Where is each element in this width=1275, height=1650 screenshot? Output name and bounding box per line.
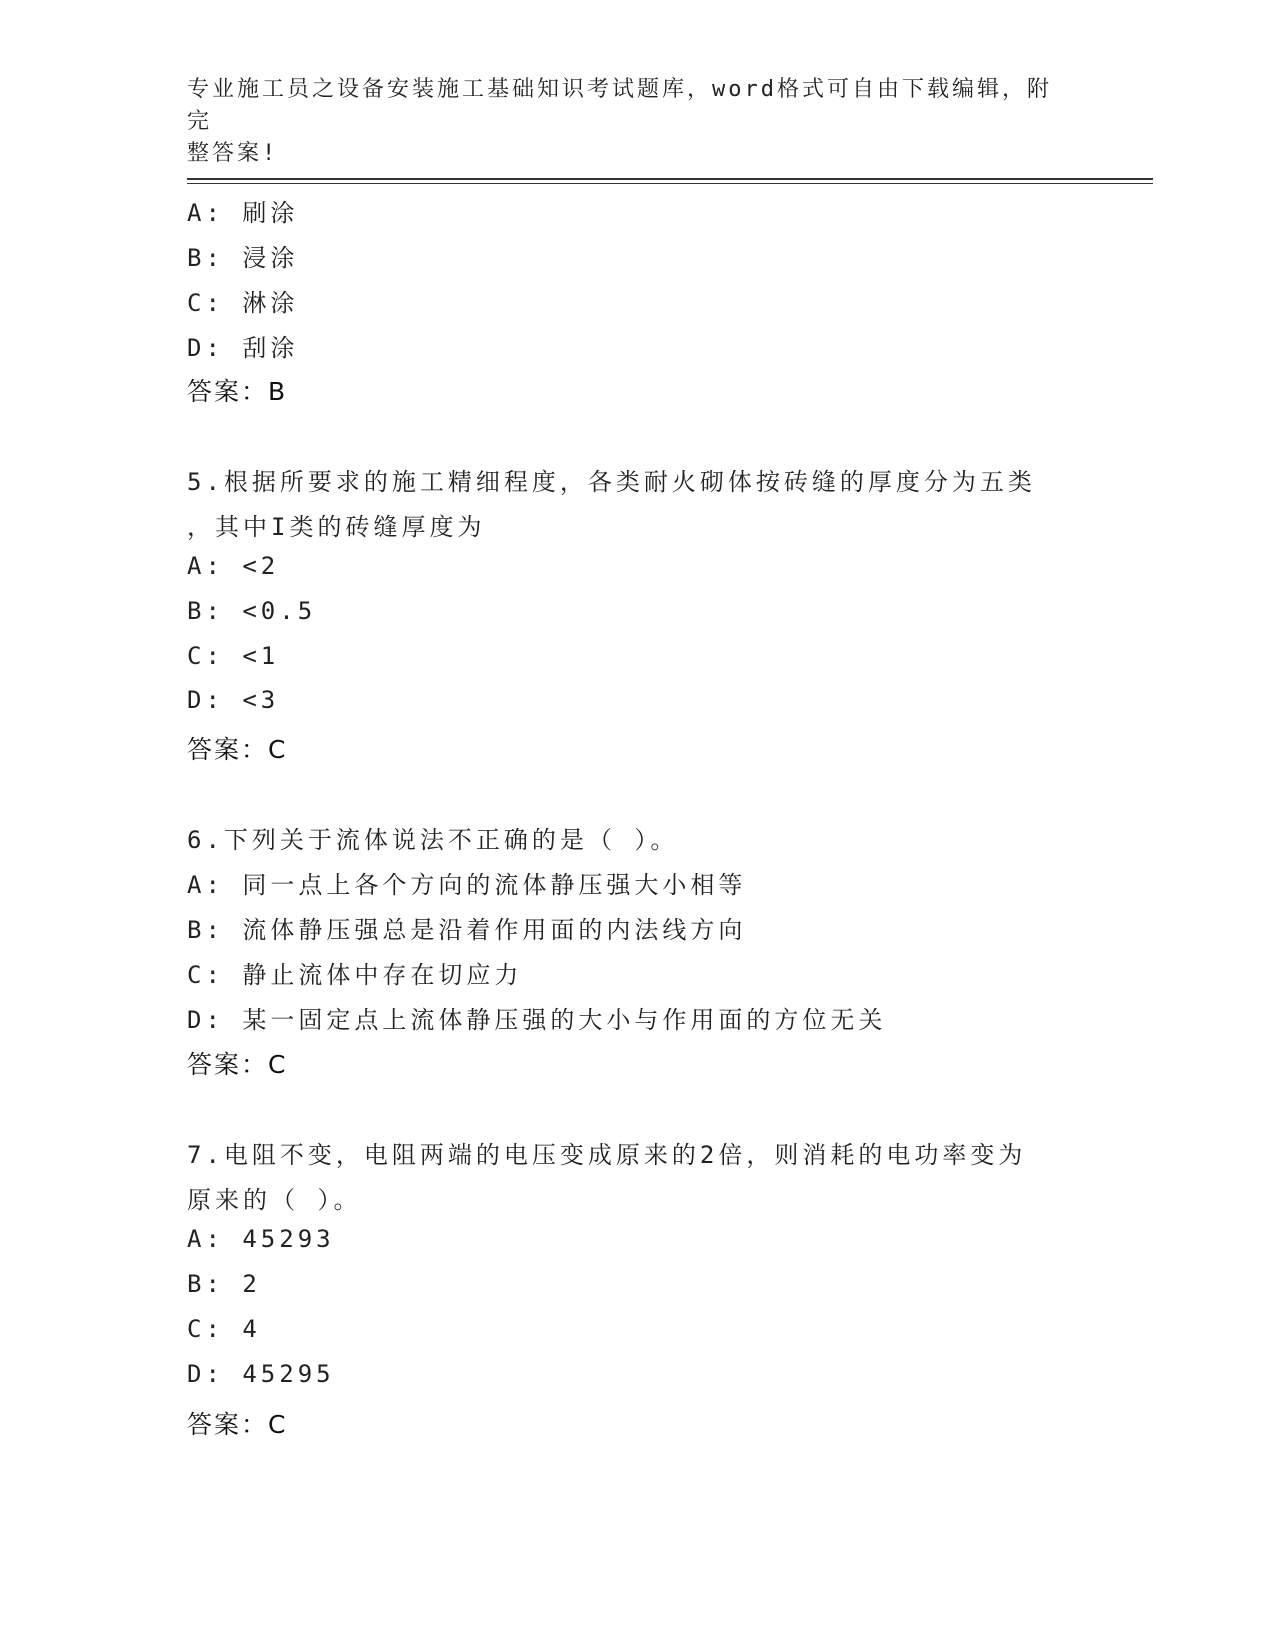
q6-option-b: B: 流体静压强总是沿着作用面的内法线方向 <box>187 916 747 944</box>
header-divider-top <box>187 178 1153 180</box>
header-title-line-2: 整答案! <box>187 141 279 166</box>
q7-stem-line-2: 原来的（ ）。 <box>187 1186 362 1214</box>
q7-option-b: B: 2 <box>187 1270 261 1298</box>
document-header <box>187 74 1067 170</box>
q7-option-d: D: 45295 <box>187 1360 335 1388</box>
q7-answer: 答案：C <box>187 1410 288 1439</box>
header-title-line-1: 专业施工员之设备安装施工基础知识考试题库，word格式可自由下载编辑，附完 <box>187 77 1052 134</box>
q6-stem-line-1: 6.下列关于流体说法不正确的是（ ）。 <box>187 826 679 854</box>
q5-stem-line-2: ，其中I类的砖缝厚度为 <box>187 513 486 541</box>
q6-option-d: D: 某一固定点上流体静压强的大小与作用面的方位无关 <box>187 1006 887 1034</box>
q6-answer: 答案：C <box>187 1050 288 1079</box>
header-divider-bottom <box>187 183 1153 184</box>
q4-answer: 答案：B <box>187 377 288 406</box>
q5-option-b: B: <0.5 <box>187 597 317 625</box>
q7-option-c: C: 4 <box>187 1315 261 1343</box>
q5-stem-line-1: 5.根据所要求的施工精细程度，各类耐火砌体按砖缝的厚度分为五类 <box>187 468 1036 496</box>
q5-option-c: C: <1 <box>187 642 280 670</box>
q5-option-a: A: <2 <box>187 552 280 580</box>
q4-option-a: A: 刷涂 <box>187 199 299 227</box>
q4-option-b: B: 浸涂 <box>187 244 299 272</box>
q5-answer: 答案：C <box>187 735 288 764</box>
q6-option-a: A: 同一点上各个方向的流体静压强大小相等 <box>187 871 747 899</box>
q5-option-d: D: <3 <box>187 686 280 714</box>
q4-option-c: C: 淋涂 <box>187 289 299 317</box>
q7-stem-line-1: 7.电阻不变，电阻两端的电压变成原来的2倍，则消耗的电功率变为 <box>187 1141 1027 1169</box>
q6-option-c: C: 静止流体中存在切应力 <box>187 961 523 989</box>
q4-option-d: D: 刮涂 <box>187 334 299 362</box>
q7-option-a: A: 45293 <box>187 1225 335 1253</box>
